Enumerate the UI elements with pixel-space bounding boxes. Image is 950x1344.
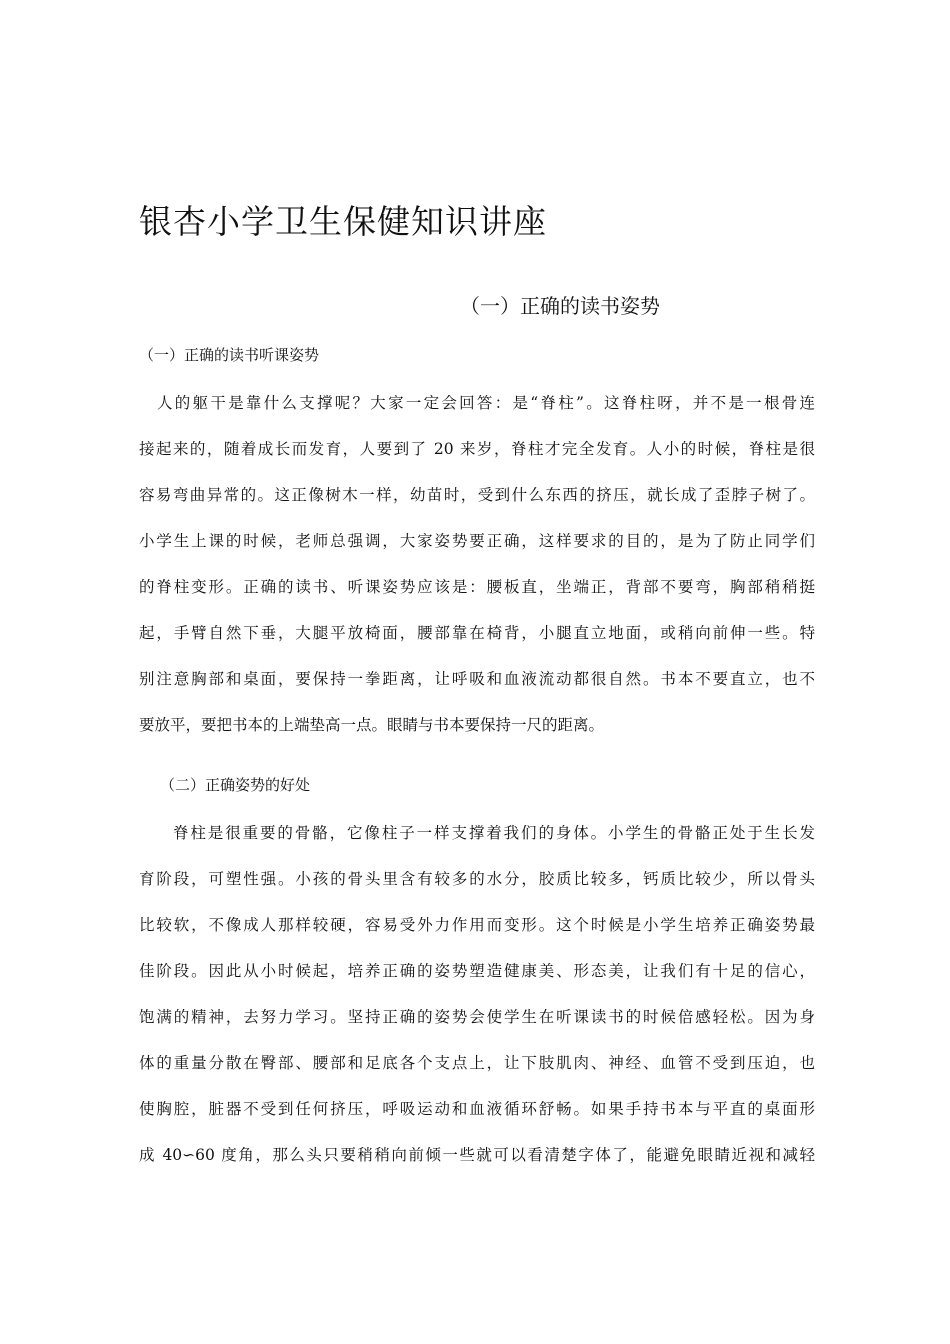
paragraph-line: 饱满的精神，去努力学习。坚持正确的姿势会使学生在听课读书的时候倍感轻松。因为身: [139, 1008, 815, 1026]
paragraph-line: 佳阶段。因此从小时候起，培养正确的姿势塑造健康美、形态美，让我们有十足的信心，: [139, 962, 815, 980]
paragraph-line: 脊柱是很重要的骨骼，它像柱子一样支撑着我们的身体。小学生的骨骼正处于生长发: [173, 824, 815, 842]
paragraph-spine-posture: [139, 380, 815, 748]
paragraph-line: 容易弯曲异常的。这正像树木一样，幼苗时，受到什么东西的挤压，就长成了歪脖子树了。: [139, 486, 815, 504]
paragraph-line: 的脊柱变形。正确的读书、听课姿势应该是：腰板直，坐端正，背部不要弯，胸部稍稍挺: [139, 578, 815, 596]
document-title: 银杏小学卫生保健知识讲座: [139, 202, 547, 241]
paragraph-line: 起，手臂自然下垂，大腿平放椅面，腰部靠在椅背，小腿直立地面，或稍向前伸一些。特: [139, 624, 815, 642]
paragraph-line: 接起来的，随着成长而发育，人要到了 20 来岁，脊柱才完全发育。人小的时候，脊柱是很: [139, 440, 815, 458]
subheading-reading-posture: （一）正确的读书听课姿势: [139, 346, 320, 364]
section-heading: （一）正确的读书姿势: [460, 294, 660, 318]
paragraph-line: 要放平，要把书本的上端垫高一点。眼睛与书本要保持一尺的距离。: [139, 716, 605, 734]
paragraph-line: 成 40∽60 度角，那么头只要稍稍向前倾一些就可以看清楚字体了，能避免眼睛近视和减轻: [139, 1146, 815, 1164]
paragraph-line: 体的重量分散在臀部、腰部和足底各个支点上，让下肢肌肉、神经、血管不受到压迫，也: [139, 1054, 815, 1072]
paragraph-line: 使胸腔，脏器不受到任何挤压，呼吸运动和血液循环舒畅。如果手持书本与平直的桌面形: [139, 1100, 815, 1118]
paragraph-line: 人的躯干是靠什么支撑呢？大家一定会回答：是“脊柱”。这脊柱呀，并不是一根骨连: [157, 394, 815, 412]
paragraph-line: 比较软，不像成人那样较硬，容易受外力作用而变形。这个时候是小学生培养正确姿势最: [139, 916, 815, 934]
subheading-posture-benefits: （二）正确姿势的好处: [160, 776, 311, 794]
paragraph-line: 别注意胸部和桌面，要保持一拳距离，让呼吸和血液流动都很自然。书本不要直立，也不: [139, 670, 815, 688]
paragraph-posture-benefits: [139, 810, 815, 1178]
paragraph-line: 小学生上课的时候，老师总强调，大家姿势要正确，这样要求的目的，是为了防止同学们: [139, 532, 815, 550]
paragraph-line: 育阶段，可塑性强。小孩的骨头里含有较多的水分，胶质比较多，钙质比较少，所以骨头: [139, 870, 815, 888]
